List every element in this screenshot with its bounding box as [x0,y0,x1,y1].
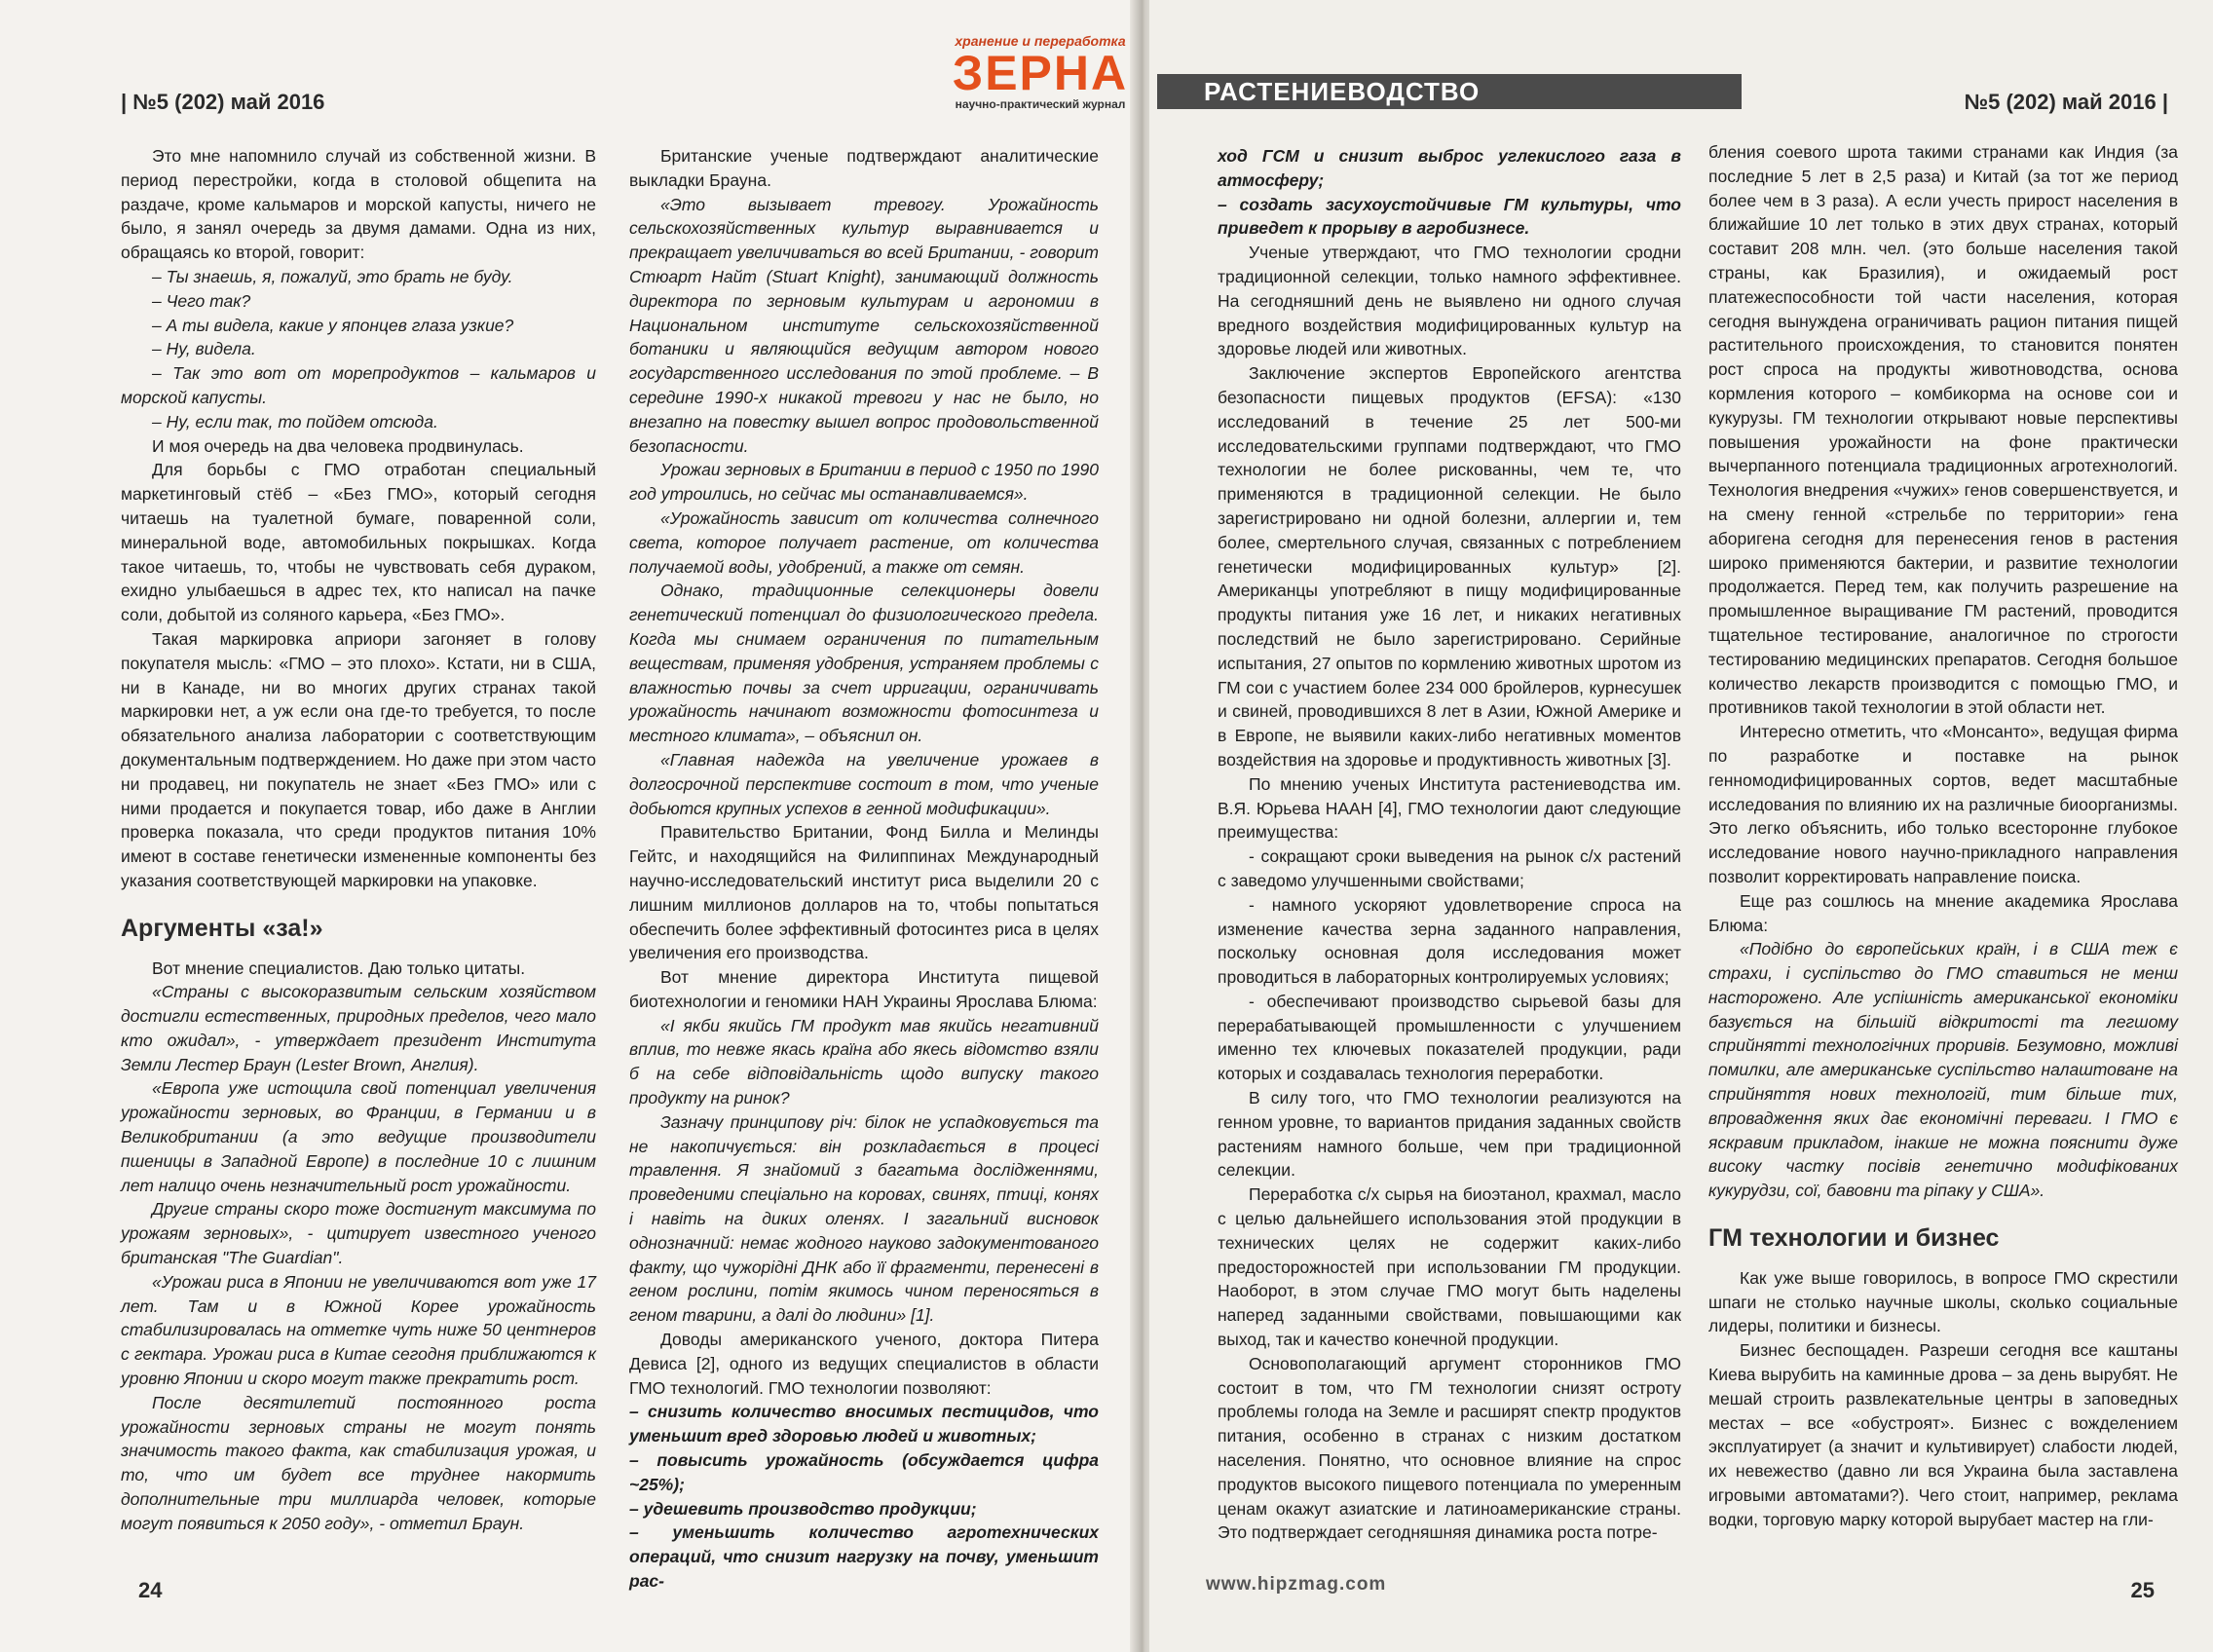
issue-header-right: №5 (202) май 2016 | [1964,90,2168,114]
paragraph: Вот мнение директора Института пищевой биотехнологии и геномики НАН Украины Ярослава Блюма: [629,967,1099,1011]
right-page [1149,0,2213,1652]
bullet-item: – повысить урожайность (обсуждается цифра ~25%); [629,1450,1099,1494]
dialogue-line: – Ну, видела. [152,339,256,359]
paragraph: Интересно отметить, что «Монсанто», ведущая фирма по разработке и поставке на рынок генномодифицированных сортов, ведет масштабные исследования по влиянию их на различные биоорганизмы. Это легко объяснить, ибо только всесторонне глубокое исследование нового научно-прикладного направления позволит корректировать направление поиска. [1708,722,2178,886]
section-heading: ГМ технологии и бизнес [1708,1224,2000,1253]
quote: Другие страны скоро тоже достигнут максимума по урожаям зерновых», - цитирует известного ученого британская "The Guardian". [121,1199,596,1268]
paragraph: По мнению ученых Института растениеводства им. В.Я. Юрьева НААН [4], ГМО технологии дают следующие преимущества: [1218,773,1681,843]
dialogue-line: – Так это вот от морепродуктов – кальмаров и морской капусты. [121,363,596,407]
column-1 [121,144,596,1536]
quote: «Урожаи риса в Японии не увеличиваются вот уже 17 лет. Там и в Южной Корее урожайность стабилизировалась на отметке чуть ниже 50 центнеров с гектара. Урожаи риса в Китае сегодня приближаются к уровню Японии и скоро могут также прекратить рост. [121,1271,596,1389]
section-title-bar: РАСТЕНИЕВОДСТВО [1157,74,1742,109]
column-2 [629,144,1099,1594]
column-3 [1218,144,1681,1545]
paragraph: Правительство Британии, Фонд Билла и Мелинды Гейтс, и находящийся на Филиппинах Международный научно-исследовательский институт риса выделили 20 с лишним миллионов долларов на то, чтобы попытаться обеспечить более эффективный фотосинтез риса в целях увеличения его производства. [629,822,1099,963]
journal-logo [943,33,1138,111]
paragraph: Как уже выше говорилось, в вопросе ГМО скрестили шпаги не столько научные школы, сколько социальные лидеры, политики и бизнесы. [1708,1267,2178,1336]
quote: Однако, традиционные селекционеры довели генетический потенциал до физиологического предела. Когда мы снимаем ограничения по питательным веществам, применяя удобрения, устраняем проблемы с влажностью почвы за счет ирригации, ограничивать урожайность начинают возможности фотосинтеза и местного климата», – объяснил он. [629,581,1099,746]
page-number-right: 25 [2130,1578,2155,1602]
bullet-item: – снизить количество вносимых пестицидов, что уменьшит вред здоровью людей и животных; [629,1402,1099,1446]
quote: «Подібно до європейських країн, і в США теж є страхи, і суспільство до ГМО ставиться не менш насторожено. Але успішність американської економіки базується на більшій відкритості та легшому сприйнятті технологічних проривів. Безумовно, можливі помилки, але американське суспільство налаштоване на сприйняття нових технологій, тим більше тих, впровадження яких дає економічні переваги. І ГМО є яскравим прикладом, інакше не можна пояснити дуже високу частку посівів генетично модифікованих кукурудзи, сої, бавовни та ріпаку у США». [1708,939,2178,1201]
list-item: - намного ускоряют удовлетворение спроса на изменение качества зерна заданного направления, поскольку основная доля исследования может проводиться в лабораторных контролируемых условиях; [1218,894,1681,988]
dialogue-line: – А ты видела, какие у японцев глаза узкие? [152,315,514,335]
dialogue-line: – Ты знаешь, я, пожалуй, это брать не буду. [152,266,513,286]
bullet-item: ход ГСМ и снизит выброс углекислого газа в атмосферу; [1218,146,1681,190]
paragraph: Британские ученые подтверждают аналитические выкладки Брауна. [629,146,1099,190]
quote: «Это вызывает тревогу. Урожайность сельскохозяйственных культур выравнивается и прекращает увеличиваться во всей Британии, - говорит Стюарт Найт (Stuart Knight), занимающий должность директора по зерновым культурам и агрономии в Национальном институте сельскохозяйственной ботаники и являющийся ведущим автором нового государственного исследования по этой проблеме. – В середине 1990-х никакой тревоги у нас не было, но внезапно на повестку вышел вопрос продовольственной безопасности. [629,194,1099,456]
column-4 [1708,140,2178,1532]
logo-title: ЗЕРНА [952,46,1129,100]
paragraph: Доводы американского ученого, доктора Питера Девиса [2], одного из ведущих специалистов в области ГМО технологий. ГМО технологии позволяют: [629,1330,1099,1398]
paragraph: Это мне напомнило случай из собственной жизни. В период перестройки, когда в столовой общепита на раздаче, кроме кальмаров и морской капусты, ничего не было, я занял очередь за двумя дамами. Одна из них, обращаясь ко второй, говорит: [121,146,596,263]
bullet-item: – удешевить производство продукции; [629,1498,977,1519]
paragraph: Основополагающий аргумент сторонников ГМО состоит в том, что ГМ технологии снизят остроту проблемы голода на Земле и расширят спектр продуктов питания, особенно в странах с низким достатком населения. Понятно, что основное влияние на спрос продуктов высокого пищевого потенциала по умеренным ценам окажут азиатские и латиноамериканские страны. Это подтверждает сегодняшняя динамика роста потре- [1218,1353,1681,1543]
paragraph: И моя очередь на два человека продвинулась. [152,435,524,456]
paragraph: Такая маркировка априори загоняет в голову покупателя мысль: «ГМО – это плохо». Кстати, ни в США, ни в Канаде, ни во многих других странах такой маркировки нет, а уж если она где-то требуется, то после обязательного анализа лаборатории с соответствующим документальным подтверждением. Но даже при этом часто ни продавец, ни покупатель не знает «Без ГМО» или с ними продается и покупается товар, ибо даже в Англии проверка показала, что среди продуктов питания 10% имеют в составе генетически измененные компоненты без указания соответствующей маркировки на упаковке. [121,628,596,890]
page-number-left: 24 [138,1578,163,1602]
paragraph: Еще раз сошлюсь на мнение академика Ярослава Блюма: [1708,890,2178,935]
paragraph: Вот мнение специалистов. Даю только цитаты. [152,957,526,978]
logo-tagline: хранение и переработка [955,33,1126,49]
logo-subtitle: научно-практический журнал [955,97,1126,111]
bullet-item: – создать засухоустойчивые ГМ культуры, что приведет к прорыву в агробизнесе. [1218,194,1681,239]
paragraph: Для борьбы с ГМО отработан специальный маркетинговый стёб – «Без ГМО», который сегодня читаешь на туалетной бумаге, поваренной соли, минеральной воде, автомобильных покрышках. Когда такое читаешь, то, чтобы не чувствовать себя дураком, ехидно улыбаешься в адрес тех, кто написал на пачке соли, добытой из соляного карьера, «Без ГМО». [121,460,596,625]
quote: «Главная надежда на увеличение урожаев в долгосрочной перспективе состоит в том, что ученые добьются крупных успехов в генной модификации». [629,749,1099,818]
quote: «Урожайность зависит от количества солнечного света, которое получает растение, от количества получаемой воды, удобрений, а также от семян. [629,507,1099,577]
paragraph: Переработка с/х сырья на биоэтанол, крахмал, масло с целью дальнейшего использования этой продукции в технических целях не содержит каких-либо предосторожностей при использовании ГМ продукции. Наоборот, в этом случае ГМО могут быть наделены наперед заданными свойствами, повышающими как выход, так и качество конечной продукции. [1218,1184,1681,1350]
section-heading: Аргументы «за!» [121,914,323,942]
list-item: - обеспечивают производство сырьевой базы для перерабатывающей промышленности с улучшением именно тех ключевых показателей продукции, ради которых и создавалась технология переработки. [1218,991,1681,1084]
list-item: - сокращают сроки выведения на рынок с/х растений с заведомо улучшенными свойствами; [1218,846,1681,890]
quote: «І якби якийсь ГМ продукт мав якийсь негативний вплив, то невже якась країна або якесь відомство взяли б на себе відповідальність щодо випуску такого продукту на ринок? [629,1015,1099,1108]
quote: Зазначу принципову річ: білок не успадковується та не накопичується: він розкладається в процесі травлення. Я знайомий з багатьма дослідженнями, проведеними спеціально на коровах, свинях, птиці, конях і навіть на диких оленях. І загальний висновок однозначний: немає жодного науково задокументованого факту, що чужорідні ДНК або її фрагменти, перенесені в геном рослини, потім якимось чином переносяться в геном тварини, а далі до людини» [1]. [629,1111,1099,1326]
paragraph: В силу того, что ГМО технологии реализуются на генном уровне, то вариантов придания заданных свойств растениям намного больше, чем при традиционной селекции. [1218,1088,1681,1181]
quote: «Европа уже истощила свой потенциал увеличения урожайности зерновых, во Франции, в Германии и в Великобритании (а это ведущие производители пшеницы в Западной Европе) в последние 10 с лишним лет налицо очень незначительный рост урожайности. [121,1078,596,1195]
issue-header-left: | №5 (202) май 2016 [121,90,325,114]
dialogue-line: – Чего так? [152,290,251,311]
quote: «Страны с высокоразвитым сельским хозяйством достигли естественных, природных пределов, чего мало кто ожидал», - утверждает президент Института Земли Лестер Браун (Lester Brown, Англия). [121,982,596,1074]
paragraph: Заключение экспертов Европейского агентства безопасности пищевых продуктов (EFSA): «130 исследований в течение 25 лет 500-ми исследовательскими группами подтверждают, что ГМО технологии не более рискованны, чем те, что применяются в традиционной селекции. Не было зарегистрировано ни одной болезни, аллергии и, тем более, смертельного случая, связанных с потреблением генетически модифицированных культур» [2]. Американцы употребляют в пищу модифицированные продукты питания уже 16 лет, и никаких негативных последствий не было зарегистрировано. Серийные испытания, 27 опытов по кормлению животных шротом из ГМ сои с участием более 234 000 бройлеров, курнесушек и свиней, проводившихся 8 лет в Азии, Южной Америке и в Европе, не выявили каких-либо негативных моментов воздействия на здоровье и продуктивность животных [3]. [1218,363,1681,770]
paragraph: Бизнес беспощаден. Разреши сегодня все каштаны Киева вырубить на каминные дрова – за день вырубят. Не мешай строить развлекательные центры в заповедных местах – все «обустроят». Бизнес с вожделением эксплуатирует (а значит и культивирует) слабости людей, их невежество (давно ли вся Украина была заставлена игровыми автоматами?). Чего стоит, например, реклама водки, торговую марку которой вырубает мастер на гли- [1708,1340,2178,1529]
dialogue-line: – Ну, если так, то пойдем отсюда. [152,411,438,432]
bullet-item: – уменьшить количество агротехнических операций, что снизит нагрузку на почву, уменьшит рас- [629,1522,1099,1592]
paragraph: Ученые утверждают, что ГМО технологии сродни традиционной селекции, только намного эффективнее. На сегодняшний день не выявлено ни одного случая вредного воздействия модифицированных культур на здоровье людей или животных. [1218,243,1681,359]
website-footer: www.hipzmag.com [1206,1574,1387,1595]
quote: Урожаи зерновых в Британии в период с 1950 по 1990 год утроились, но сейчас мы останавливаемся». [629,460,1099,505]
paragraph: бления соевого шрота такими странами как Индия (за последние 5 лет в 2,5 раза) и Китай (за тот же период более чем в 3 раза). А если учесть прирост населения в ближайшие 10 лет только в этих двух странах, который составит 208 млн. чел. (это больше населения такой страны, как Бразилия), и ожидаемый рост платежеспособности той части населения, которая сегодня вынуждена ограничивать рацион питания пищей растительного происхождения, то становится понятен рост спроса на продукты животноводства, основа кормления которого – комбикорма на основе сои и кукурузы. ГМ технологии открывают новые перспективы повышения урожайности на фоне практически вычерпанного потенциала традиционных агротехнологий. Технология внедрения «чужих» генов совершенствуется, и на смену генной «стрельбе по территории» гена аборигена сегодня для перенесения генов в растения широко применяются бактерии, и развитие технологии продолжается. Перед тем, как получить разрешение на промышленное выращивание ГМ растений, проводится тщательное тестирование, аналогичное по строгости тестированию медицинских препаратов. Сегодня большое количество лекарств производится с помощью ГМО, и противников такой технологии в этой области нет. [1708,142,2178,718]
quote: После десятилетий постоянного роста урожайности зерновых страны не могут понять значимость такого факта, как стабилизация урожая, и то, что им будет все труднее накормить дополнительные три миллиарда человек, которые могут появиться к 2050 году», - отметил Браун. [121,1392,596,1533]
